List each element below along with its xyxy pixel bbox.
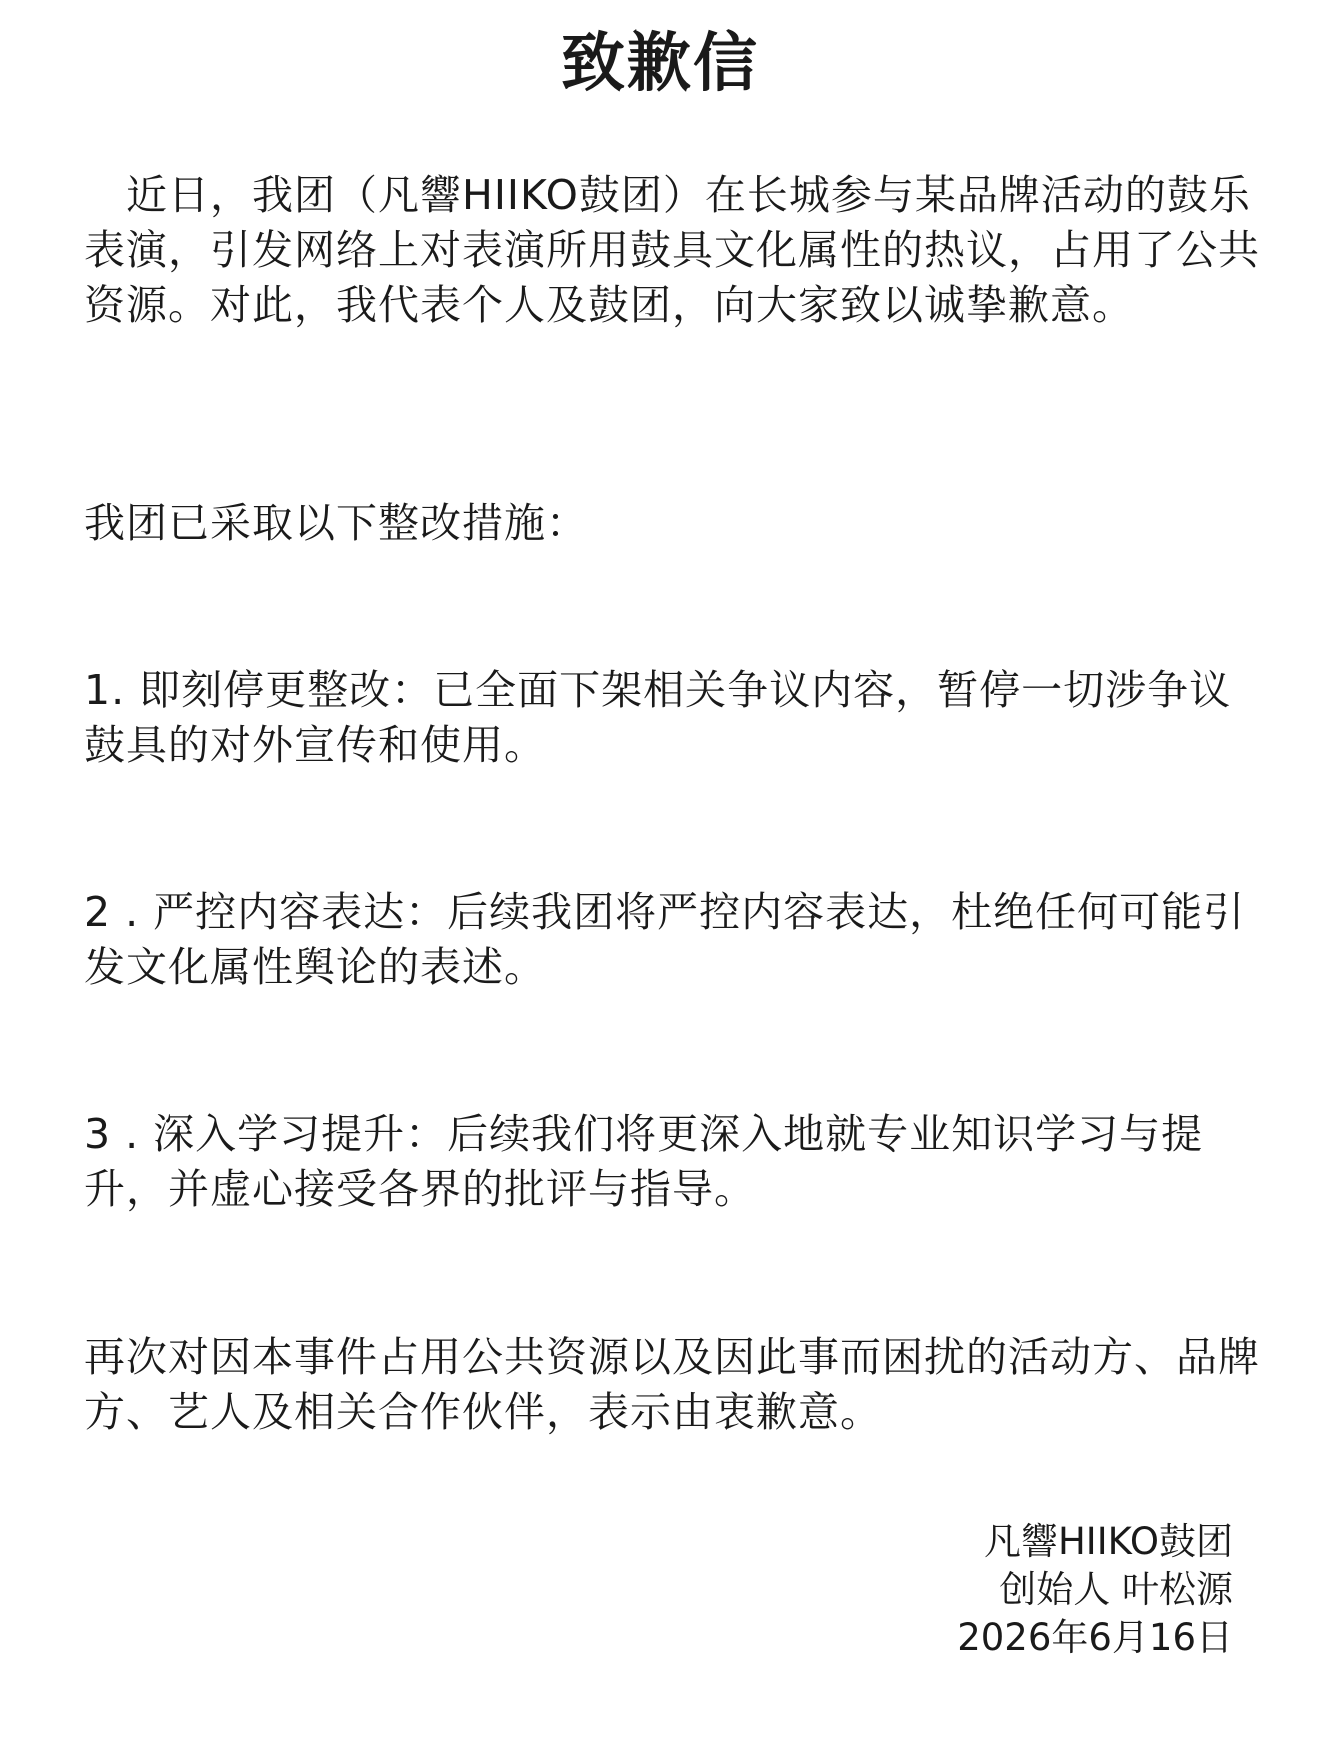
- letter-title: 致歉信: [561, 27, 759, 101]
- signature-organization: 凡響HIIKO鼓团: [983, 1520, 1233, 1563]
- measures-heading: 我团已采取以下整改措施：: [84, 499, 588, 547]
- signature-block: [957, 1518, 1233, 1662]
- signature-founder: 创始人 叶松源: [999, 1568, 1233, 1611]
- intro-paragraph: 近日，我团（凡響HIIKO鼓团）在长城参与某品牌活动的鼓乐表演，引发网络上对表演所用鼓具文化属性的热议，占用了公共资源。对此，我代表个人及鼓团，向大家致以诚挚歉意。: [84, 171, 1260, 329]
- measure-item-2: 2 . 严控内容表达：后续我团将严控内容表达，杜绝任何可能引发文化属性舆论的表述。: [84, 888, 1246, 991]
- measure-item-1: 1. 即刻停更整改：已全面下架相关争议内容，暂停一切涉争议鼓具的对外宣传和使用。: [84, 666, 1232, 769]
- closing-paragraph: 再次对因本事件占用公共资源以及因此事而困扰的活动方、品牌方、艺人及相关合作伙伴，表示由衷歉意。: [84, 1333, 1260, 1436]
- signature-date: 2026年6月16日: [957, 1616, 1233, 1659]
- measure-item-3: 3 . 深入学习提升：后续我们将更深入地就专业知识学习与提升，并虚心接受各界的批评与指导。: [84, 1110, 1204, 1213]
